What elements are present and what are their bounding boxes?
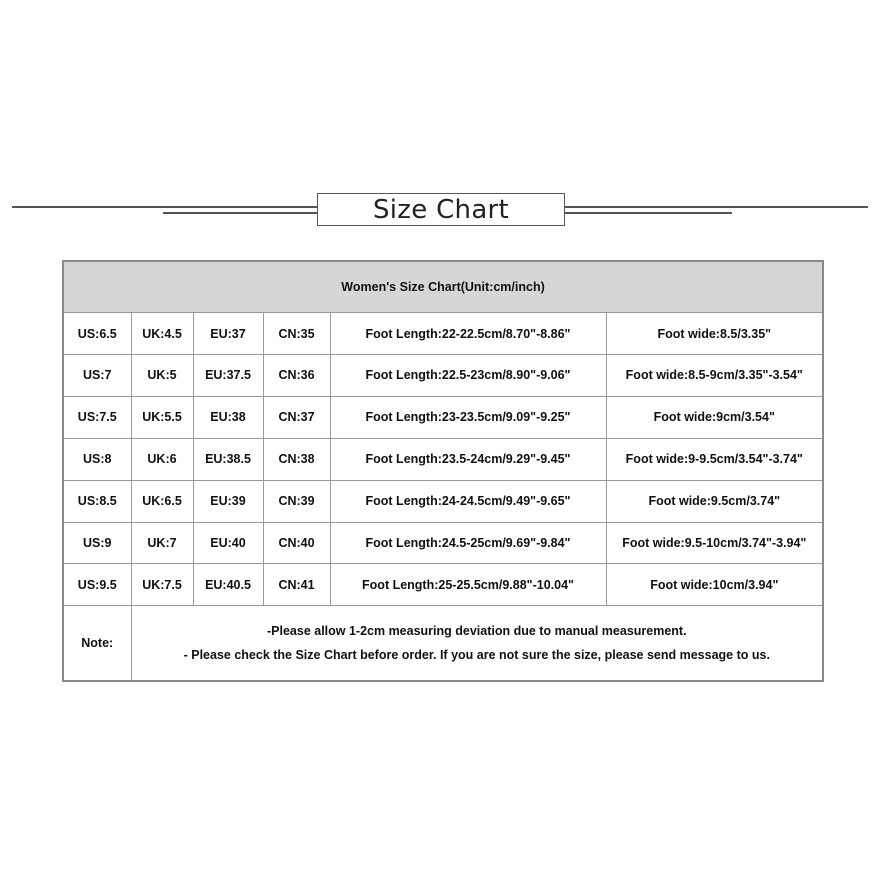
eu-size-cell: EU:37 (193, 313, 263, 355)
uk-size-cell: UK:6 (131, 438, 193, 480)
cn-size-cell: CN:39 (263, 480, 330, 522)
table-header: Women's Size Chart(Unit:cm/inch) (63, 261, 823, 313)
us-size-cell: US:8.5 (63, 480, 131, 522)
eu-size-cell: EU:40.5 (193, 564, 263, 606)
cn-size-cell: CN:36 (263, 354, 330, 396)
foot-width-cell: Foot wide:9cm/3.54" (606, 396, 823, 438)
note-content (131, 606, 823, 681)
foot-width-cell: Foot wide:8.5/3.35" (606, 313, 823, 355)
title-line-inner-right (565, 212, 732, 214)
eu-size-cell: EU:37.5 (193, 354, 263, 396)
foot-length-cell: Foot Length:22-22.5cm/8.70"-8.86" (330, 313, 606, 355)
foot-width-cell: Foot wide:9-9.5cm/3.54"-3.74" (606, 438, 823, 480)
cn-size-cell: CN:40 (263, 522, 330, 564)
table-row (63, 313, 823, 355)
foot-width-cell: Foot wide:8.5-9cm/3.35"-3.54" (606, 354, 823, 396)
title-box (317, 193, 565, 226)
foot-length-cell: Foot Length:24-24.5cm/9.49"-9.65" (330, 480, 606, 522)
uk-size-cell: UK:5.5 (131, 396, 193, 438)
uk-size-cell: UK:7.5 (131, 564, 193, 606)
foot-width-cell: Foot wide:9.5cm/3.74" (606, 480, 823, 522)
us-size-cell: US:7 (63, 354, 131, 396)
table-row (63, 564, 823, 606)
table-row (63, 480, 823, 522)
eu-size-cell: EU:38 (193, 396, 263, 438)
size-chart-table (62, 260, 824, 682)
uk-size-cell: UK:4.5 (131, 313, 193, 355)
title-line-outer-left (12, 206, 317, 208)
cn-size-cell: CN:37 (263, 396, 330, 438)
foot-width-cell: Foot wide:9.5-10cm/3.74"-3.94" (606, 522, 823, 564)
foot-length-cell: Foot Length:25-25.5cm/9.88"-10.04" (330, 564, 606, 606)
us-size-cell: US:6.5 (63, 313, 131, 355)
note-line-2: - Please check the Size Chart before order. If you are not sure the size, please send message to us. (183, 648, 770, 663)
cn-size-cell: CN:35 (263, 313, 330, 355)
foot-length-cell: Foot Length:23.5-24cm/9.29"-9.45" (330, 438, 606, 480)
us-size-cell: US:7.5 (63, 396, 131, 438)
foot-length-cell: Foot Length:23-23.5cm/9.09"-9.25" (330, 396, 606, 438)
note-label: Note: (63, 606, 131, 681)
table-header-row (63, 261, 823, 313)
note-line-1: -Please allow 1-2cm measuring deviation due to manual measurement. (266, 624, 687, 639)
eu-size-cell: EU:38.5 (193, 438, 263, 480)
us-size-cell: US:8 (63, 438, 131, 480)
title-line-inner-left (163, 212, 317, 214)
foot-length-cell: Foot Length:22.5-23cm/8.90"-9.06" (330, 354, 606, 396)
table-row (63, 438, 823, 480)
title-line-outer-right (565, 206, 868, 208)
table-row (63, 396, 823, 438)
cn-size-cell: CN:38 (263, 438, 330, 480)
note-row (63, 606, 823, 681)
page-title: Size Chart (372, 194, 510, 225)
uk-size-cell: UK:7 (131, 522, 193, 564)
foot-width-cell: Foot wide:10cm/3.94" (606, 564, 823, 606)
us-size-cell: US:9.5 (63, 564, 131, 606)
table-row (63, 522, 823, 564)
us-size-cell: US:9 (63, 522, 131, 564)
table-row (63, 354, 823, 396)
foot-length-cell: Foot Length:24.5-25cm/9.69"-9.84" (330, 522, 606, 564)
eu-size-cell: EU:40 (193, 522, 263, 564)
eu-size-cell: EU:39 (193, 480, 263, 522)
cn-size-cell: CN:41 (263, 564, 330, 606)
uk-size-cell: UK:5 (131, 354, 193, 396)
uk-size-cell: UK:6.5 (131, 480, 193, 522)
